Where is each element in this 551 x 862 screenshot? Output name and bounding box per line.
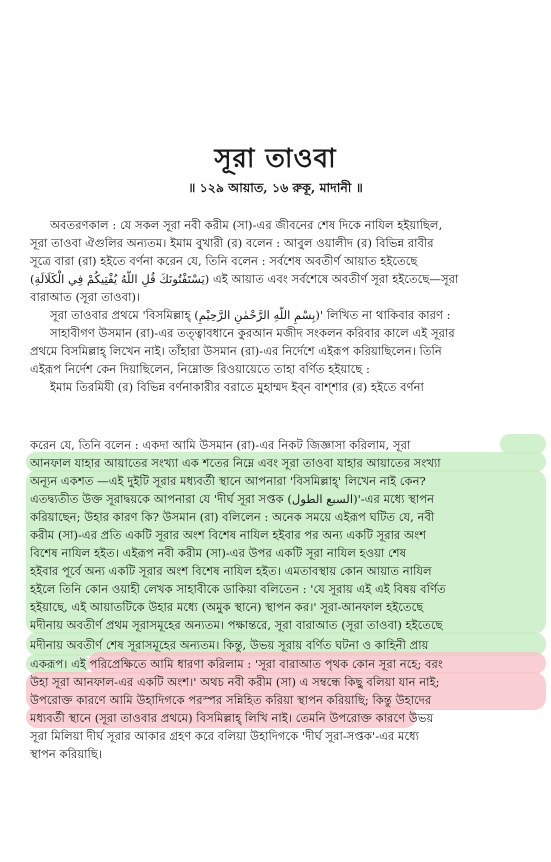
text-line: হইবার পূর্বে অন্য একটি সূরার অংশ বিশেষ নাযিল হইত। এমতাবস্থায় কোন আয়াত নাযিল <box>30 564 432 578</box>
text-line: সূরা তাওবার প্রথমে 'বিসমিল্লাহ্ (بِسْمِ اللَّهِ الرَّحْمٰنِ الرَّحِيْمِ)' লিখিত না থাকিবার কারণ : <box>50 308 451 322</box>
text-line: উপরোক্ত কারণে আমি উহাদিগকে পরস্পর সন্নিহিত করিয়া স্থাপন করিয়াছি; কিন্তু উহাদের <box>30 693 432 707</box>
text-line: প্রথমে বিসমিল্লাহ্ লিখেন নাই। তাঁহারা উসমান (রা)-এর নির্দেশে এইরূপ করিয়াছিলেন। তিনি <box>30 344 442 358</box>
text-line: হইয়াছে, এই আয়াতটিকে উহার মধ্যে (অমুক স্থানে) স্থাপন কর।' সূরা-আনফাল হইতেছে <box>30 600 424 614</box>
text-line: করিয়াছেন; উহার কারণ কি? উসমান (রা) বলিলেন : অনেক সময়ে এইরূপ ঘটিত যে, নবী <box>30 510 435 524</box>
text-line: (يَسْتَفْتُونَكَ قُلِ اللَّهُ يُفْتِيكُمْ فِي الْكَلَالَةِ) এই আয়াত এবং সর্বশেষে অবতীর্ণ সূরা হইতেছে—সূরা <box>30 272 459 286</box>
text-line: এতদ্ব্যতীত উক্ত সূরাদ্বয়কে আপনারা যে 'দীর্ঘ সূরা সপ্তক (السبع الطول)'-এর মধ্যে স্থাপন <box>30 492 435 506</box>
text-line: আনফাল যাহার আয়াতের সংখ্যা এক শতের নিম্নে এবং সূরা তাওবা যাহার আয়াতের সংখ্যা <box>30 456 441 470</box>
text-line: স্থাপন করিয়াছি। <box>30 747 102 761</box>
text-line: করেন যে, তিনি বলেন : একদা আমি উসমান (রা)-এর নিকট জিজ্ঞাসা করিলাম, সূরা <box>30 438 411 452</box>
text-line: মদীনায় অবতীর্ণ শেষ সূরাসমূহের অন্যতম। কিন্তু, উভয় সূরায় বর্ণিত ঘটনা ও কাহিনী প্রায় <box>30 638 429 652</box>
text-line: ইমাম তিরমিযী (র) বিভিন্ন বর্ণনাকারীর বরাতে মুহাম্মদ ইব্‌ন বাশ্‌শার (র) হইতে বর্ণনা <box>50 380 424 394</box>
text-line: হইলে তিনি কোন ওয়াহী লেখক সাহাবীকে ডাকিয়া বলিতেন : 'যে সূরায় এই এই বিষয় বর্ণিত <box>30 582 446 596</box>
text-line: মধ্যবর্তী স্থানে (সূরা তাওবার প্রথমে) বিসমিল্লাহ্ লিখি নাই। তেমনি উপরোক্ত কারণে উভয় <box>30 711 434 725</box>
text-line: সূরা তাওবা ঐগুলির অন্যতম। ইমাম বুখারী (র) বলেন : আবুল ওয়ালীদ (র) বিভিন্ন রাবীর <box>30 236 434 250</box>
text-line: বারাআত (সূরা তাওবা)। <box>30 290 141 304</box>
page-title: সূরা তাওবা <box>214 144 337 174</box>
text-line: এইরূপ নির্দেশ কেন দিয়াছিলেন, নিম্নোক্ত রিওয়ায়েতে তাহা বর্ণিত হইয়াছে : <box>30 362 370 376</box>
text-line: বিশেষ নাযিল হইত। এইরূপ নবী করীম (সা)-এর উপর একটি সূরা নাযিল হওয়া শেষ <box>30 546 406 560</box>
page-subtitle: ॥ ১২৯ আয়াত, ১৬ রুকূ, মাদানী ॥ <box>188 180 363 195</box>
text-line: সাহাবীগণ উসমান (রা)-এর তত্ত্বাবধানে কুরআন মজীদ সংকলন করিবার কালে এই সূরার <box>50 326 455 340</box>
text-line: মদীনায় অবতীর্ণ প্রথম সূরাসমূহের অন্যতম। পক্ষান্তরে, সূরা বারাআত (সূরা তাওবা) হইতেছে <box>30 618 443 632</box>
text-line: উহা সূরা আনফাল-এর একটি অংশ।' অথচ নবী করীম (সা) এ সম্বন্ধে কিছু বলিয়া যান নাই; <box>30 675 440 689</box>
text-line: সূত্রে বারা (রা) হইতে বর্ণনা করেন যে, তিনি বলেন : সর্বশেষ অবতীর্ণ আয়াত হইতেছে <box>30 254 418 268</box>
text-line: করীম (সা)-এর প্রতি একটি সূরার অংশ বিশেষ নাযিল হইবার পর অন্য একটি সূরার অংশ <box>30 528 426 542</box>
text-line: অন্যূন একশত —এই দুইটি সূরার মধ্যবর্তী স্থানে আপনারা 'বিসমিল্লাহ্' লিখেন নাই কেন? <box>30 474 426 488</box>
text-line: একরূপ। এই পরিপ্রেক্ষিতে আমি ধারণা করিলাম : 'সূরা বারাআত পৃথক কোন সূরা নহে; বরং <box>30 657 443 671</box>
text-line: অবতরণকাল : যে সকল সূরা নবী করীম (সা)-এর জীবনের শেষ দিকে নাযিল হইয়াছিল, <box>50 218 443 232</box>
text-line: সূরা মিলিয়া দীর্ঘ সূরার আকার গ্রহণ করে বলিয়া উহাদিগকে 'দীর্ঘ সূরা-সপ্তক'-এর মধ্যে <box>30 729 419 743</box>
